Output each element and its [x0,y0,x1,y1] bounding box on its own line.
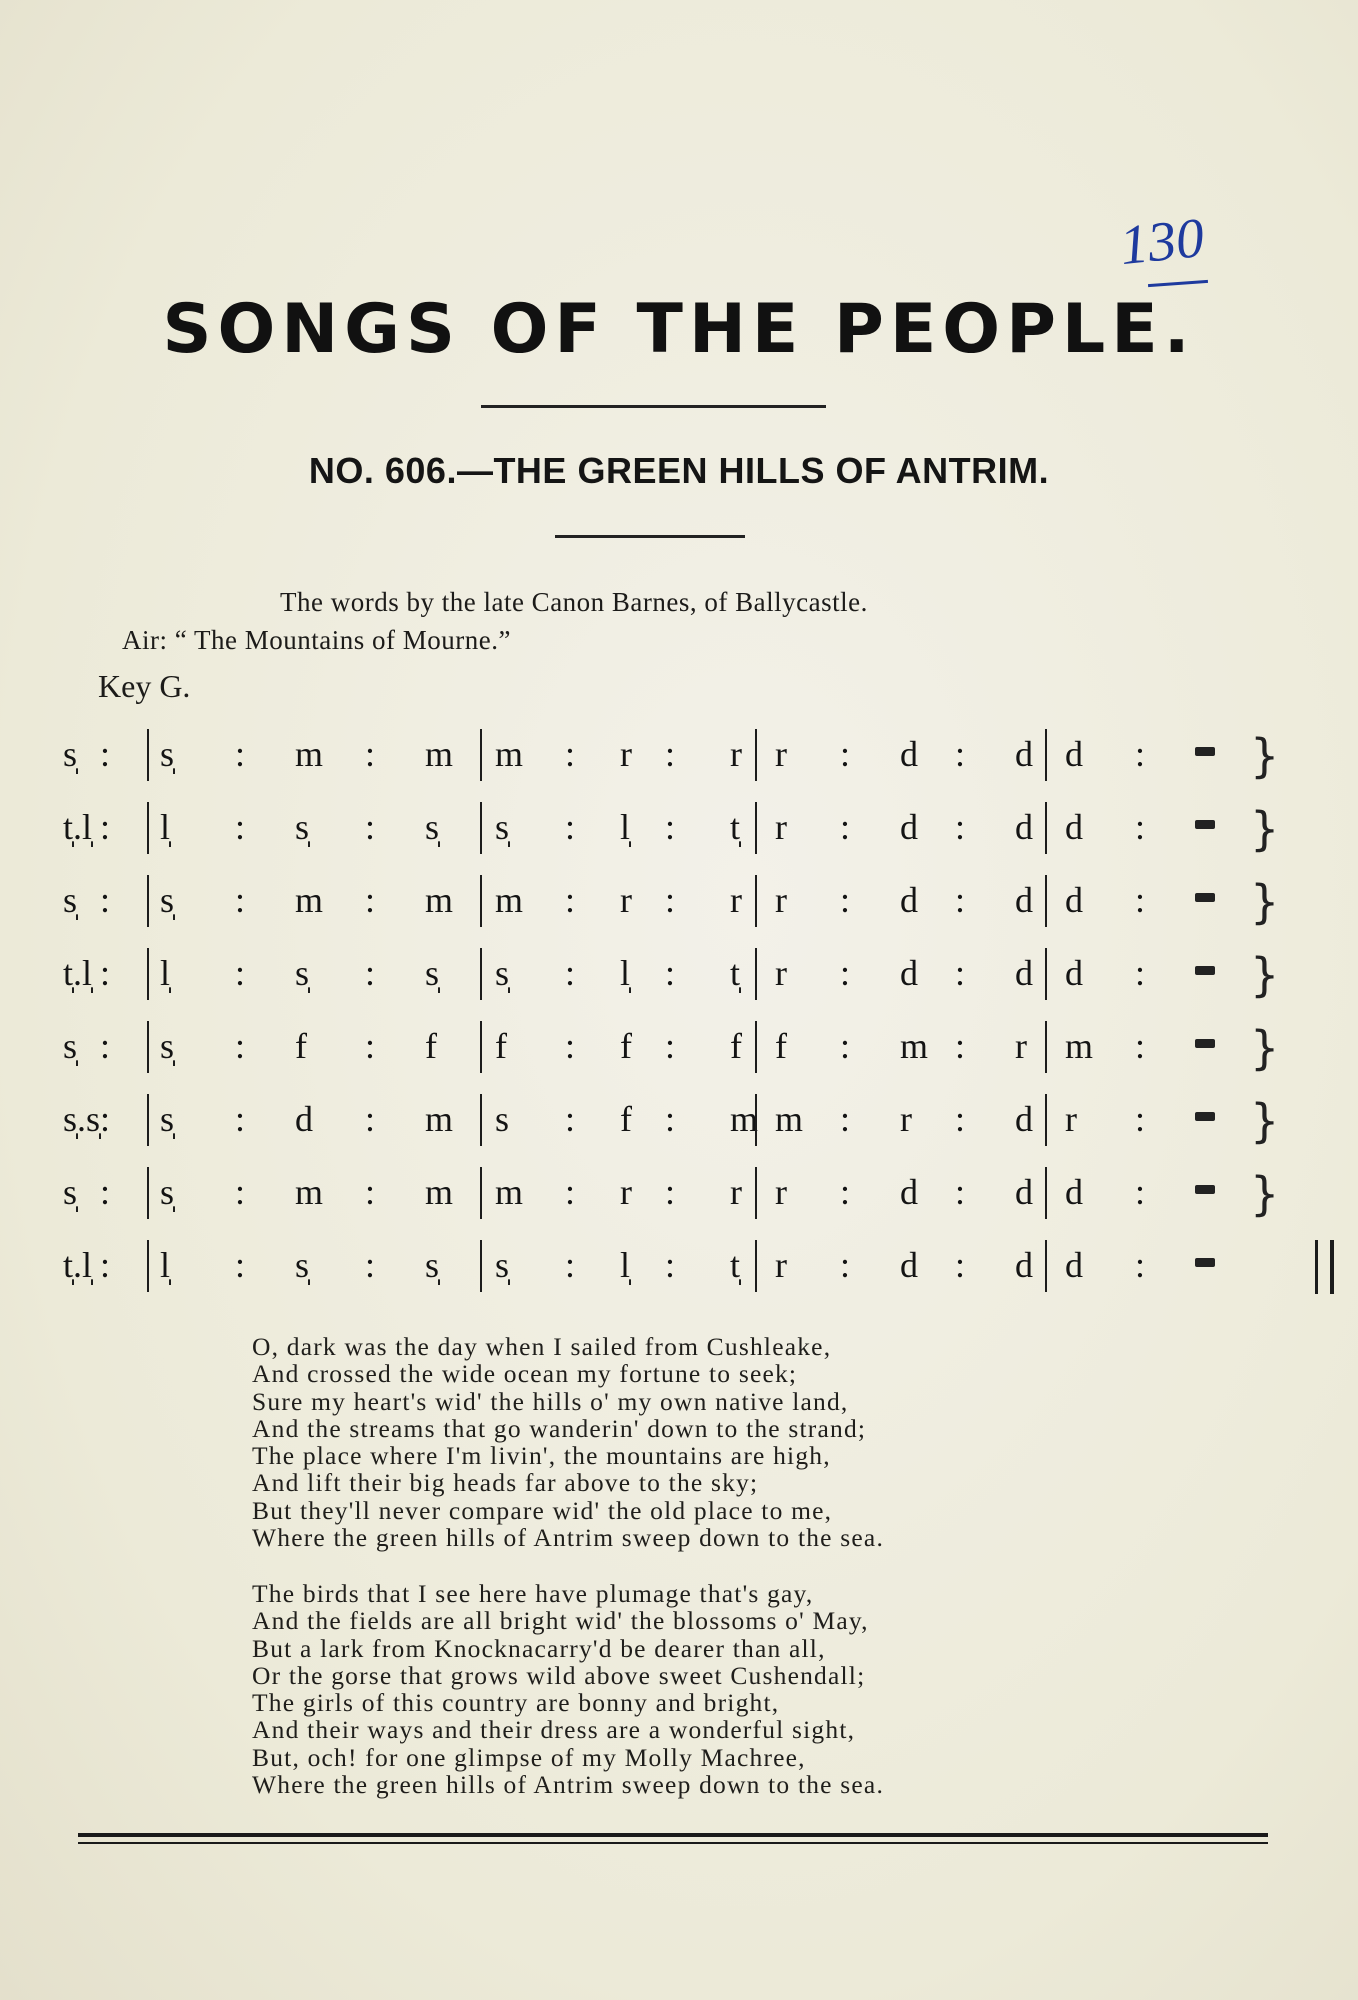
bar-line [1045,1167,1047,1219]
beat-separator: : [235,1172,246,1212]
bar-line [755,1094,757,1146]
bar-line [480,1167,482,1219]
beat-separator: : [665,880,676,920]
bar-line [480,1094,482,1146]
beat-separator: : [235,1245,246,1285]
sol-fa-note: d [900,1245,918,1285]
verse-line: But a lark from Knocknacarry'd be dearer than all, [252,1633,826,1663]
sol-fa-note: d [1065,807,1083,847]
sol-fa-note: m [495,734,524,774]
verse-line: O, dark was the day when I sailed from Cushleake, [252,1332,832,1361]
verse-line: The girls of this country are bonny and bright, [252,1688,780,1718]
sol-fa-note: r [775,953,787,993]
beat-separator: : [955,1026,966,1066]
sol-fa-note: s̩ [63,1172,78,1212]
beat-separator: : [955,1172,966,1212]
repeat-brace: } [1250,802,1280,856]
beat-separator: : [665,1026,676,1066]
sol-fa-note: r [1065,1099,1077,1139]
sol-fa-note: m [295,880,324,920]
bar-line [755,802,757,854]
sol-fa-note: l̩ [620,953,631,993]
sol-fa-note: f [495,1026,507,1066]
beat-separator: : [1135,734,1146,774]
sol-fa-note: l̩ [620,1245,631,1285]
beat-separator: : [1135,1245,1146,1285]
verse-line: Sure my heart's wid' the hills o' my own native land, [252,1386,849,1416]
beat-separator: : [235,880,246,920]
sol-fa-note: m [495,1172,524,1212]
sol-fa-note: l̩ [160,807,171,847]
sol-fa-note: m [295,734,324,774]
final-double-bar [1315,1240,1334,1294]
beat-separator: : [1135,1172,1146,1212]
sol-fa-note: s̩ [160,1172,175,1212]
verse-line: And the fields are all bright wid' the blossoms o' May, [252,1606,869,1636]
sol-fa-note: t̩ [730,953,741,993]
music-row [55,871,1295,944]
page-number-underline [1148,280,1208,287]
sol-fa-note: t̩ [730,807,741,847]
sol-fa-note: d [900,734,918,774]
sol-fa-note: t̩.l̩ [63,807,93,847]
verse-line: And their ways and their dress are a wonderful sight, [252,1715,856,1745]
verse-line: Where the green hills of Antrim sweep down to the sea. [252,1523,885,1553]
beat-separator: : [100,1172,111,1212]
sol-fa-note: d [1015,953,1033,993]
sol-fa-note: m [425,880,454,920]
bar-line [1045,1094,1047,1146]
sol-fa-note: s̩ [63,1026,78,1066]
sol-fa-note: m [295,1172,324,1212]
sol-fa-note: s̩ [160,1026,175,1066]
bar-line [755,1167,757,1219]
beat-separator: : [840,880,851,920]
bottom-rule-thin [78,1842,1268,1844]
song-title-divider [555,535,745,538]
sol-fa-note: f [620,1026,632,1066]
sol-fa-note: f [295,1026,307,1066]
music-row [55,725,1295,798]
bar-line [1045,729,1047,781]
beat-separator: : [365,734,376,774]
rest-mark [1195,893,1215,902]
beat-separator: : [235,1026,246,1066]
bar-line [480,729,482,781]
verse-1 [252,1333,884,1551]
bar-line [1045,948,1047,1000]
sol-fa-note: r [1015,1026,1027,1066]
beat-separator: : [100,880,111,920]
beat-separator: : [365,1099,376,1139]
beat-separator: : [955,1245,966,1285]
beat-separator: : [665,1099,676,1139]
title-divider [481,405,826,408]
beat-separator: : [955,1099,966,1139]
sol-fa-note: d [1065,1172,1083,1212]
sol-fa-note: r [730,1172,742,1212]
beat-separator: : [840,734,851,774]
repeat-brace: } [1250,948,1280,1002]
words-credit: The words by the late Canon Barnes, of Ballycastle. [280,587,868,617]
rest-mark [1195,1039,1215,1048]
verse-line: But, och! for one glimpse of my Molly Machree, [252,1742,806,1772]
verse-line: And the streams that go wanderin' down to the strand; [252,1413,867,1443]
verse-line: And lift their big heads far above to the sky; [252,1468,759,1498]
sol-fa-note: l̩ [160,953,171,993]
bar-line [147,729,149,781]
sol-fa-note: d [1065,953,1083,993]
beat-separator: : [565,1026,576,1066]
sol-fa-note: d [1065,880,1083,920]
sol-fa-note: m [425,734,454,774]
bar-line [755,1021,757,1073]
sol-fa-note: s̩ [495,1245,510,1285]
beat-separator: : [100,807,111,847]
sol-fa-note: d [1015,734,1033,774]
beat-separator: : [100,1026,111,1066]
beat-separator: : [955,807,966,847]
beat-separator: : [840,1099,851,1139]
beat-separator: : [665,1245,676,1285]
sol-fa-note: s [495,1099,510,1139]
sol-fa-note: m [425,1172,454,1212]
sol-fa-note: f [730,1026,742,1066]
beat-separator: : [365,1172,376,1212]
beat-separator: : [1135,1099,1146,1139]
beat-separator: : [565,880,576,920]
bar-line [480,948,482,1000]
sol-fa-note: l̩ [160,1245,171,1285]
sol-fa-note: f [775,1026,787,1066]
sol-fa-note: s̩.s̩ [63,1099,101,1139]
sol-fa-note: f [425,1026,437,1066]
beat-separator: : [1135,807,1146,847]
music-row [55,944,1295,1017]
sol-fa-note: r [900,1099,912,1139]
rest-mark [1195,1258,1215,1267]
rest-mark [1195,1112,1215,1121]
sol-fa-note: d [900,880,918,920]
bar-line [1045,802,1047,854]
music-row [55,1017,1295,1090]
rest-mark [1195,747,1215,756]
key-signature: Key G. [98,668,191,704]
sol-fa-note: s̩ [295,953,310,993]
sol-fa-note: r [775,734,787,774]
bar-line [480,1240,482,1292]
bar-line [147,948,149,1000]
sol-fa-note: s̩ [63,880,78,920]
rest-mark [1195,820,1215,829]
verse-line: And crossed the wide ocean my fortune to seek; [252,1359,798,1389]
sol-fa-note: s̩ [495,953,510,993]
bar-line [755,729,757,781]
repeat-brace: } [1250,1094,1280,1148]
sol-fa-note: f [620,1099,632,1139]
beat-separator: : [565,807,576,847]
sol-fa-note: s̩ [425,953,440,993]
sol-fa-note: s̩ [160,880,175,920]
beat-separator: : [100,1099,111,1139]
sol-fa-note: d [1015,1172,1033,1212]
sol-fa-note: s̩ [295,1245,310,1285]
sol-fa-note: s̩ [425,1245,440,1285]
beat-separator: : [665,953,676,993]
beat-separator: : [235,1099,246,1139]
beat-separator: : [1135,1026,1146,1066]
bar-line [147,1094,149,1146]
music-row [55,1090,1295,1163]
sol-fa-note: r [775,880,787,920]
sol-fa-note: s̩ [160,1099,175,1139]
bar-line [147,1240,149,1292]
bar-line [755,875,757,927]
beat-separator: : [565,953,576,993]
handwritten-page-number: 130 [1116,206,1208,278]
sol-fa-note: m [425,1099,454,1139]
beat-separator: : [365,953,376,993]
repeat-brace: } [1250,1021,1280,1075]
beat-separator: : [365,1245,376,1285]
beat-separator: : [235,734,246,774]
sol-fa-note: d [1065,734,1083,774]
sol-fa-note: r [620,880,632,920]
bar-line [147,1167,149,1219]
sol-fa-note: t̩.l̩ [63,953,93,993]
sol-fa-note: d [1015,807,1033,847]
sol-fa-note: s̩ [425,807,440,847]
beat-separator: : [365,1026,376,1066]
rest-mark [1195,966,1215,975]
beat-separator: : [235,807,246,847]
sol-fa-note: r [775,1245,787,1285]
beat-separator: : [565,734,576,774]
beat-separator: : [1135,953,1146,993]
beat-separator: : [565,1245,576,1285]
bar-line [480,875,482,927]
sol-fa-note: s̩ [495,807,510,847]
beat-separator: : [365,807,376,847]
bar-line [480,802,482,854]
sol-fa-note: m [495,880,524,920]
repeat-brace: } [1250,729,1280,783]
sol-fa-note: d [900,953,918,993]
beat-separator: : [100,1245,111,1285]
sol-fa-note: m [730,1099,759,1139]
bar-line [1045,875,1047,927]
sol-fa-note: d [1015,880,1033,920]
beat-separator: : [665,807,676,847]
sol-fa-note: r [775,807,787,847]
bar-line [147,875,149,927]
verse-2 [252,1580,884,1798]
sol-fa-note: m [1065,1026,1094,1066]
beat-separator: : [840,1026,851,1066]
sol-fa-note: d [900,1172,918,1212]
beat-separator: : [840,1172,851,1212]
rest-mark [1195,1185,1215,1194]
beat-separator: : [840,953,851,993]
sol-fa-note: m [775,1099,804,1139]
sol-fa-note: r [775,1172,787,1212]
sol-fa-note: m [900,1026,929,1066]
sol-fa-note: s̩ [160,734,175,774]
bar-line [755,948,757,1000]
bar-line [755,1240,757,1292]
verse-line: The birds that I see here have plumage that's gay, [252,1579,814,1608]
sol-fa-note: d [1065,1245,1083,1285]
music-row [55,1163,1295,1236]
song-title: NO. 606.—THE GREEN HILLS OF ANTRIM. [308,450,1050,491]
sol-fa-note: l̩ [620,807,631,847]
sol-fa-note: s̩ [295,807,310,847]
beat-separator: : [955,734,966,774]
beat-separator: : [840,807,851,847]
air-credit: Air: “ The Mountains of Mourne.” [122,625,511,655]
bar-line [147,802,149,854]
repeat-brace: } [1250,875,1280,929]
bar-line [147,1021,149,1073]
beat-separator: : [840,1245,851,1285]
sol-fa-note: d [1015,1245,1033,1285]
sol-fa-note: r [730,880,742,920]
beat-separator: : [665,1172,676,1212]
repeat-brace: } [1250,1167,1280,1221]
beat-separator: : [365,880,376,920]
beat-separator: : [955,880,966,920]
beat-separator: : [565,1172,576,1212]
sol-fa-note: t̩.l̩ [63,1245,93,1285]
beat-separator: : [100,734,111,774]
verse-line: Where the green hills of Antrim sweep down to the sea. [252,1770,885,1800]
sol-fa-note: s̩ [63,734,78,774]
beat-separator: : [665,734,676,774]
beat-separator: : [100,953,111,993]
beat-separator: : [235,953,246,993]
music-row [55,798,1295,871]
sol-fa-note: d [1015,1099,1033,1139]
bar-line [480,1021,482,1073]
verse-line: Or the gorse that grows wild above sweet Cushendall; [252,1660,866,1690]
sol-fa-note: r [620,734,632,774]
sol-fa-note: t̩ [730,1245,741,1285]
beat-separator: : [565,1099,576,1139]
tonic-sol-fa-notation [55,725,1295,1305]
verse-line: The place where I'm livin', the mountains are high, [252,1441,831,1471]
verse-line: But they'll never compare wid' the old place to me, [252,1495,833,1525]
beat-separator: : [1135,880,1146,920]
sol-fa-note: d [900,807,918,847]
bottom-rule [78,1833,1268,1837]
sol-fa-note: r [730,734,742,774]
music-row [55,1236,1295,1309]
bar-line [1045,1021,1047,1073]
bar-line [1045,1240,1047,1292]
page-title: SONGS OF THE PEOPLE. [162,290,1196,369]
sol-fa-note: r [620,1172,632,1212]
sol-fa-note: d [295,1099,313,1139]
beat-separator: : [955,953,966,993]
